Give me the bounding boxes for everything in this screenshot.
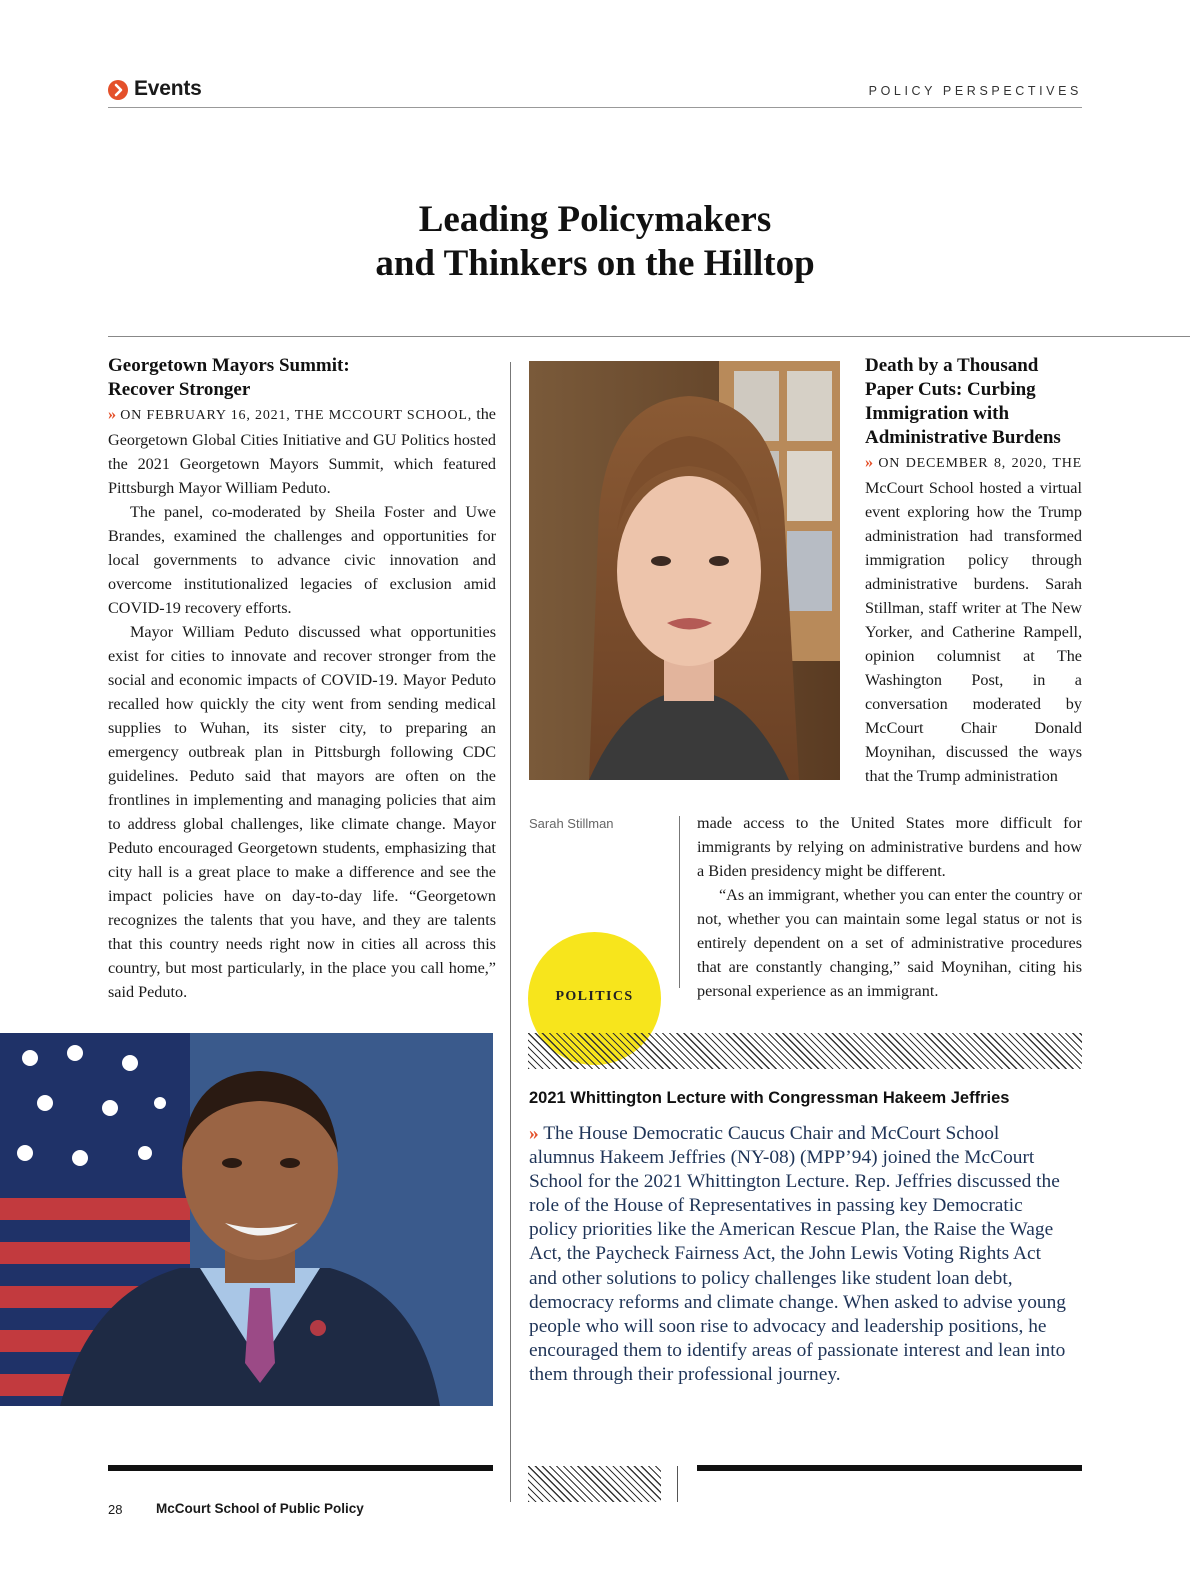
bottom-rule	[697, 1465, 1082, 1471]
headline-line: Immigration with	[865, 403, 1010, 424]
paper-cuts-lead	[865, 450, 1082, 788]
paper-cuts-headline	[865, 354, 1082, 450]
header-divider	[108, 107, 1082, 108]
raquo-icon: »	[529, 1123, 539, 1144]
mayors-summit-headline	[108, 354, 496, 402]
paper-cuts-article	[865, 354, 1082, 788]
lead-text: the Georgetown Global Cities Initiative and GU Politics hosted the 2021 Georgetown Mayors Summit, which featured Pittsburgh Mayor William Peduto.	[108, 405, 496, 497]
paper-cuts-quote: “As an immigrant, whether you can enter the country or not, whether you can maintain some legal status or not is entirely dependent on a set of administrative procedures that are constantly changing,” said Moynihan, citing his personal experience as an immigrant.	[697, 886, 1082, 1000]
photo-caption: Sarah Stillman	[529, 816, 614, 831]
footer-organization: McCourt School of Public Policy	[156, 1501, 364, 1516]
mayors-summit-paragraph: The panel, co-moderated by Sheila Foster and Uwe Brandes, examined the challenges and opportunities for local governments to advance civic innovation and overcome institutionalized legacies of exclusion amid COVID-19 recovery efforts.	[108, 503, 496, 617]
mayors-summit-article	[108, 354, 496, 1004]
page-title-line1: Leading Policymakers	[418, 199, 772, 240]
column-divider	[510, 362, 511, 1502]
paper-cuts-paragraph: made access to the United States more difficult for immigrants by relying on administrative burdens and how a Biden presidency might be different.	[697, 814, 1082, 880]
jeffries-text: The House Democratic Caucus Chair and McCourt School alumnus Hakeem Jeffries (NY-08) (MPP’94) joined the McCourt School for the 2021 Whittington Lecture. Rep. Jeffries discussed the role of the House of Representatives in passing key Democratic policy priorities like the American Rescue Plan, the Raise the Wage Act, the Paycheck Fairness Act, the John Lewis Voting Rights Act and other solutions to policy challenges like student loan debt, democracy reforms and climate change. When asked to advise young people who will soon rise to advocacy and leadership positions, he encouraged them to identify areas of passionate interest and lean into them through their professional journey.	[529, 1123, 1066, 1385]
mayors-summit-paragraph: Mayor William Peduto discussed what opportunities exist for cities to innovate and recover stronger from the social and economic impacts of COVID-19. Mayor Peduto recalled how quickly the city went from sending medical supplies to Wuhan, its sister city, to preparing an emergency outbreak plan in Pittsburgh following CDC guidelines. Peduto said that mayors are often on the frontlines in implementing and managing policies that aim to address global challenges, like climate change. Mayor Peduto encouraged Georgetown students, emphasizing that city hall is a great place to make a difference and see the impact policies have on day-to-day life. “Georgetown recognizes the talents that you have, and they are talents that this country needs right now in cities all across this country, but most particularly, in the place you call home,” said Peduto.	[108, 623, 496, 1001]
politics-badge-label: POLITICS	[555, 989, 634, 1004]
hatched-divider	[528, 1033, 1082, 1069]
raquo-icon: »	[108, 405, 117, 423]
page-number: 28	[108, 1502, 123, 1517]
title-divider	[108, 336, 1190, 337]
section-label: Events	[134, 77, 202, 100]
raquo-icon: »	[865, 453, 874, 471]
jeffries-body	[529, 1122, 1069, 1387]
headline-line: Recover Stronger	[108, 379, 251, 400]
hatched-divider	[528, 1466, 661, 1502]
publication-name: POLICY PERSPECTIVES	[868, 84, 1082, 98]
chevron-circle-icon	[108, 80, 128, 100]
lead-caps: ON FEBRUARY 16, 2021, THE MCCOURT SCHOOL,	[120, 408, 473, 423]
bottom-rule	[108, 1465, 493, 1471]
lead-caps: ON DECEMBER 8, 2020, THE	[878, 456, 1082, 471]
sarah-stillman-photo	[529, 361, 840, 780]
mayors-summit-lead	[108, 402, 496, 500]
lead-text: McCourt School hosted a virtual event exploring how the Trump administration had transformed immigration policy through administrative burdens. Sarah Stillman, staff writer at The New Yorker, and Catherine Rampell, opinion columnist at The Washington Post, in a conversation moderated by McCourt Chair Donald Moynihan, discussed the ways that the Trump administration	[865, 479, 1082, 785]
headline-line: Paper Cuts: Curbing	[865, 379, 1036, 400]
hakeem-jeffries-photo	[0, 1033, 493, 1406]
paper-cuts-continued	[697, 811, 1082, 1003]
page-title-line2: and Thinkers on the Hilltop	[375, 243, 815, 284]
headline-line: Georgetown Mayors Summit:	[108, 355, 350, 376]
headline-line: Death by a Thousand	[865, 355, 1039, 376]
headline-line: Administrative Burdens	[865, 427, 1061, 448]
page-title	[200, 198, 990, 286]
caption-divider	[679, 816, 680, 988]
bottom-rule-divider	[677, 1466, 678, 1502]
jeffries-heading: 2021 Whittington Lecture with Congressman Hakeem Jeffries	[529, 1089, 1010, 1107]
